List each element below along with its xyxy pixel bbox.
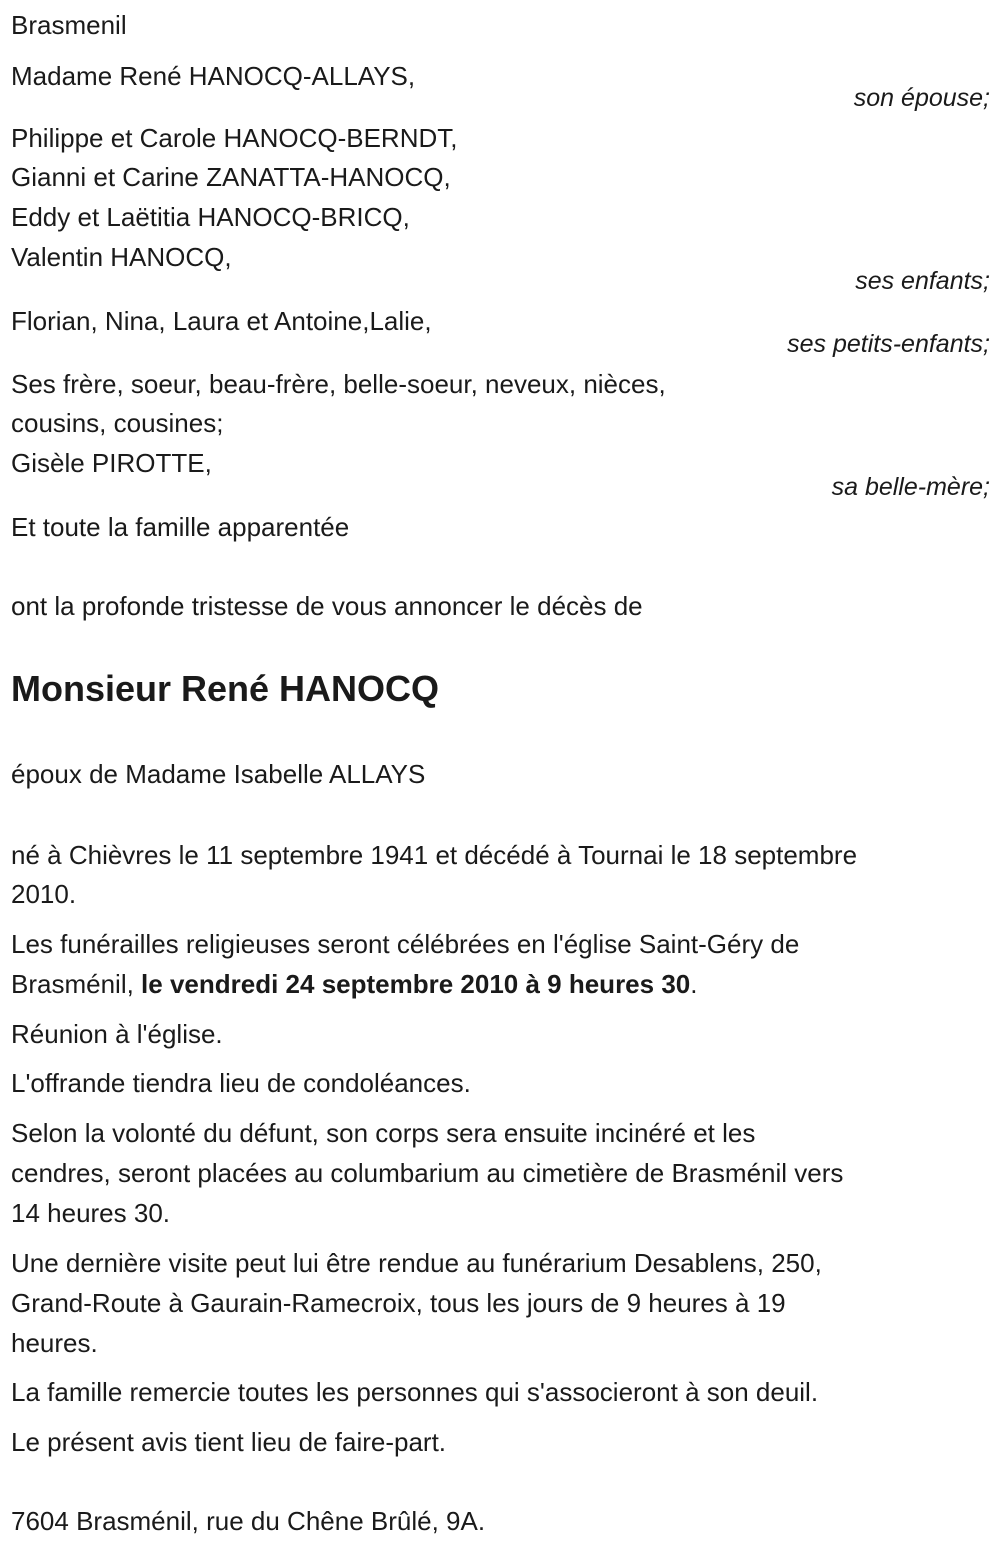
birth-death: né à Chièvres le 11 septembre 1941 et décédé à Tournai le 18 septembre	[11, 840, 858, 870]
meeting: Réunion à l'église.	[11, 1019, 223, 1049]
family-relation: ses petits-enfants;	[787, 330, 990, 358]
address: 7604 Brasménil, rue du Chêne Brûlé, 9A.	[11, 1506, 486, 1536]
family-name: cousins, cousines;	[11, 408, 224, 438]
family-relation: sa belle-mère;	[831, 473, 990, 501]
announcement: ont la profonde tristesse de vous annoncer le décès de	[11, 591, 643, 621]
family-name: Gisèle PIROTTE,	[11, 448, 212, 478]
funeral-info	[11, 964, 697, 1004]
cremation: Selon la volonté du défunt, son corps sera ensuite incinéré et les	[11, 1118, 756, 1148]
notice: Le présent avis tient lieu de faire-part.	[11, 1427, 447, 1457]
funeral-date: le vendredi 24 septembre 2010 à 9 heures 30	[141, 969, 691, 999]
funeral-info: Les funérailles religieuses seront célébrées en l'église Saint-Géry de	[11, 929, 800, 959]
visit: Une dernière visite peut lui être rendue au funérarium Desablens, 250,	[11, 1248, 822, 1278]
family-closing: Et toute la famille apparentée	[11, 512, 350, 542]
thanks: La famille remercie toutes les personnes qui s'associeront à son deuil.	[11, 1377, 819, 1407]
cremation: 14 heures 30.	[11, 1198, 171, 1228]
family-name: Madame René HANOCQ-ALLAYS,	[11, 61, 416, 91]
family-name: Ses frère, soeur, beau-frère, belle-soeur, neveux, nièces,	[11, 369, 666, 399]
spouse: époux de Madame Isabelle ALLAYS	[11, 759, 426, 789]
visit: heures.	[11, 1328, 98, 1358]
family-name: Philippe et Carole HANOCQ-BERNDT,	[11, 123, 458, 153]
deceased-name: Monsieur René HANOCQ	[11, 668, 440, 709]
birth-death: 2010.	[11, 879, 77, 909]
family-name: Gianni et Carine ZANATTA-HANOCQ,	[11, 162, 451, 192]
family-name: Eddy et Laëtitia HANOCQ-BRICQ,	[11, 202, 410, 232]
header-place: Brasmenil	[11, 10, 127, 40]
visit: Grand-Route à Gaurain-Ramecroix, tous les jours de 9 heures à 19	[11, 1288, 786, 1318]
family-relation: son épouse;	[853, 84, 990, 112]
funeral-suffix: .	[690, 969, 698, 999]
family-name: Florian, Nina, Laura et Antoine,Lalie,	[11, 306, 432, 336]
family-relation: ses enfants;	[855, 267, 990, 295]
cremation: cendres, seront placées au columbarium au cimetière de Brasménil vers	[11, 1158, 844, 1188]
funeral-place: Brasménil,	[11, 969, 142, 999]
offering: L'offrande tiendra lieu de condoléances.	[11, 1068, 471, 1098]
family-name: Valentin HANOCQ,	[11, 242, 232, 272]
